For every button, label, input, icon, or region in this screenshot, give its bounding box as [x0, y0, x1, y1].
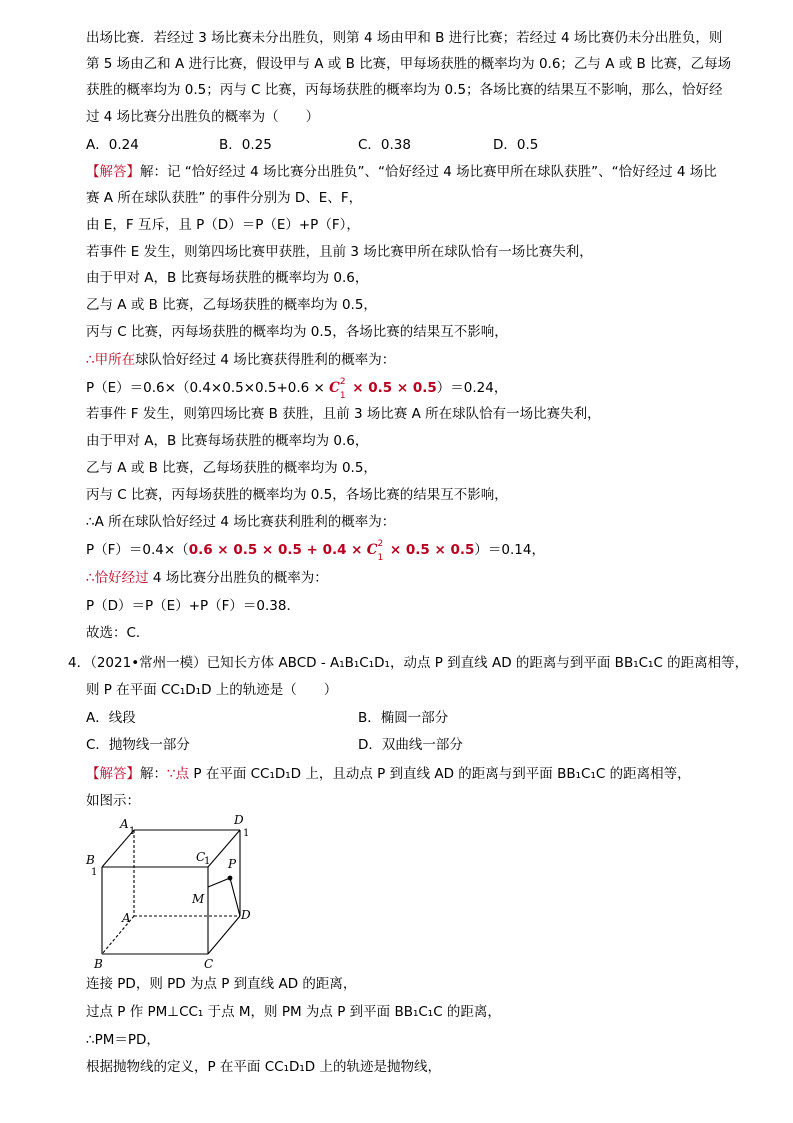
sol4-line-1: 【解答】解：∵点 P 在平面 CC₁D₁D 上，且动点 P 到直线 AD 的距离与到平面 BB₁C₁C 的距离相等，: [86, 766, 691, 782]
sol3-line-6: 乙与 A 或 B 比赛，乙每场获胜的概率均为 0.5，: [86, 297, 377, 313]
sol4-line-3: 连接 PD，则 PD 为点 P 到直线 AD 的距离，: [86, 976, 357, 992]
q4-option-b: B．椭圆一部分: [358, 710, 449, 726]
label-m: M: [192, 892, 205, 906]
sol3-line-2: 赛 A 所在球队获胜” 的事件分别为 D、E、F，: [86, 190, 363, 206]
label-c: C: [204, 957, 214, 971]
q3-text-line-2: 第 5 场由乙和 A 进行比赛，假设甲与 A 或 B 比赛，甲每场获胜的概率均为 0.6；乙与 A 或 B 比赛，乙每场: [86, 56, 732, 72]
q3-option-b: B．0.25: [219, 137, 272, 153]
sol3-line-13: 丙与 C 比赛，丙每场获胜的概率均为 0.5，各场比赛的结果互不影响，: [86, 487, 508, 503]
q3-option-d: D．0.5: [493, 137, 539, 153]
sol3-formula-pe: P（E）＝0.6×（0.4×0.5×0.5+0.6 × C 2 1 × 0.5 × 0.5）＝0.24，: [86, 377, 508, 401]
label-b1: B: [86, 853, 95, 867]
q4-option-c: C．抛物线一部分: [86, 737, 190, 753]
q4-option-a: A．线段: [86, 710, 136, 726]
sol4-line-4: 过点 P 作 PM⊥CC₁ 于点 M，则 PM 为点 P 到平面 BB₁C₁C 的距离，: [86, 1004, 501, 1020]
sol3-conclusion: 故选：C．: [86, 625, 150, 641]
sol3-line-17: P（D）＝P（E）+P（F）＝0.38．: [86, 598, 300, 614]
svg-text:1: 1: [204, 856, 211, 867]
sol4-line-5: ∴PM＝PD，: [86, 1032, 160, 1048]
sol3-line-11: 由于甲对 A，B 比赛每场获胜的概率均为 0.6，: [86, 433, 369, 449]
label-a1: A: [120, 817, 129, 831]
sol3-line-14: ∴A 所在球队恰好经过 4 场比赛获利胜利的概率为：: [86, 514, 396, 530]
q3-text-line-3: 获胜的概率均为 0.5；丙与 C 比赛，丙每场获胜的概率均为 0.5；各场比赛的结果互不影响，那么，恰好经: [86, 82, 723, 98]
label-d: D: [241, 908, 251, 922]
segment-pd: [230, 878, 240, 916]
label-a: A: [122, 911, 131, 925]
q3-text-line-4: 过 4 场比赛分出胜负的概率为（ ）: [86, 109, 320, 125]
label-p: P: [228, 857, 237, 871]
sol4-line-2: 如图示：: [86, 793, 140, 809]
sol4-line-6: 根据抛物线的定义，P 在平面 CC₁D₁D 上的轨迹是抛物线，: [86, 1059, 441, 1075]
sol3-line-12: 乙与 A 或 B 比赛，乙每场获胜的概率均为 0.5，: [86, 460, 377, 476]
edge-cd: [208, 916, 240, 954]
label-b: B: [94, 957, 103, 971]
sol3-line-16: ∴恰好经过 4 场比赛分出胜负的概率为：: [86, 570, 328, 586]
sol3-line-3: 由 E，F 互斥，且 P（D）＝P（E）+P（F），: [86, 217, 360, 233]
sol3-line-8: ∴甲所在球队恰好经过 4 场比赛获得胜利的概率为：: [86, 352, 396, 368]
answer-tag: 【解答】: [86, 766, 140, 782]
answer-tag: 【解答】: [86, 164, 140, 180]
sol3-line-4: 若事件 E 发生，则第四场比赛甲获胜，且前 3 场比赛甲所在球队恰有一场比赛失利，: [86, 244, 593, 260]
svg-text:1: 1: [129, 826, 136, 837]
sol3-line-10: 若事件 F 发生，则第四场比赛 B 获胜，且前 3 场比赛 A 所在球队恰有一场比赛失利，: [86, 406, 601, 422]
sol3-line-5: 由于甲对 A，B 比赛每场获胜的概率均为 0.6，: [86, 270, 369, 286]
sol3-line-1: 【解答】解：记 “恰好经过 4 场比赛分出胜负”、“恰好经过 4 场比赛甲所在球队获胜”、“恰好经过 4 场比: [86, 164, 717, 180]
svg-text:1: 1: [243, 828, 250, 839]
sol3-formula-pf: P（F）＝0.4×（0.6 × 0.5 × 0.5 + 0.4 × C 2 1 × 0.5 × 0.5）＝0.14，: [86, 539, 545, 563]
q3-option-c: C．0.38: [358, 137, 411, 153]
q3-text-line-1: 出场比赛．若经过 3 场比赛未分出胜负，则第 4 场由甲和 B 进行比赛；若经过 4 场比赛仍未分出胜负，则: [86, 30, 723, 46]
label-c1: C: [196, 850, 206, 864]
point-p: [228, 876, 233, 881]
q4-option-d: D．双曲线一部分: [358, 737, 463, 753]
q4-text-line-1: 4．（2021•常州一模）已知长方体 ABCD - A₁B₁C₁D₁，动点 P 到直线 AD 的距离与到平面 BB₁C₁C 的距离相等，: [68, 655, 749, 671]
cuboid-figure: [80, 812, 260, 972]
q4-text-line-2: 则 P 在平面 CC₁D₁D 上的轨迹是（ ）: [86, 682, 338, 698]
svg-text:1: 1: [91, 867, 98, 878]
segment-mp: [208, 878, 230, 887]
label-d1: D: [234, 813, 244, 827]
q3-option-a: A．0.24: [86, 137, 139, 153]
sol3-line-7: 丙与 C 比赛，丙每场获胜的概率均为 0.5，各场比赛的结果互不影响，: [86, 324, 508, 340]
